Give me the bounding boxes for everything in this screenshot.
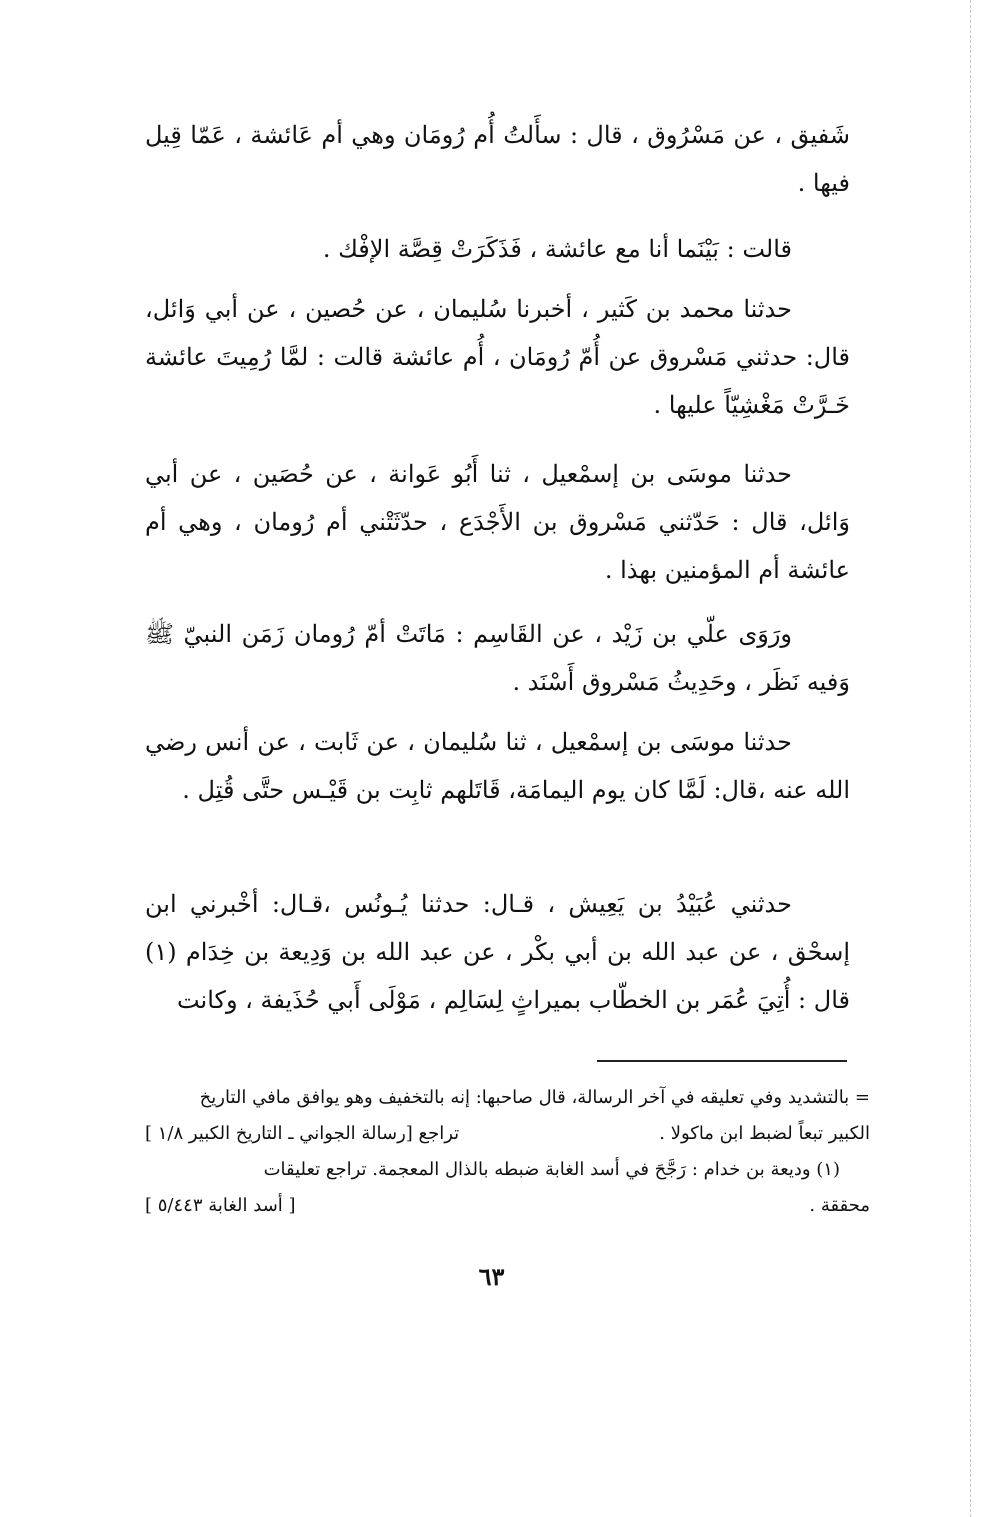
paragraph-2 <box>145 225 850 273</box>
footnote-line-4 <box>145 1188 870 1224</box>
paragraph-3 <box>145 285 850 429</box>
footnote-text: محققة . <box>809 1195 870 1216</box>
paragraph-4 <box>145 450 850 594</box>
footnote-line-1: = بالتشديد وفي تعليقه في آخر الرسالة، قال صاحبها: إنه بالتخفيف وهو يوافق مافي التاريخ <box>199 1087 870 1108</box>
paragraph-text: حدثني عُبَيْدُ بن يَعِيش ، قـال: حدثنا يُـونُس ،قـال: أخْبرني ابن إسحْق ، عن عبد الله بن أبي بكْر ، عن عبد الله بن وَدِيعة بن خِدَام (١) قال : أُتِيَ عُمَر بن الخطّاب بميراثٍ لِسَالِم ، مَوْلَى أَبي حُذَيفة ، وكانت <box>145 890 850 1014</box>
footnote-reference: تراجع [رسالة الجواني ـ التاريخ الكبير ١/٨ ] <box>145 1123 460 1144</box>
footnote-line-2 <box>145 1116 870 1152</box>
paragraph-text: شَفيق ، عن مَسْرُوق ، قال : سأَلتُ أُم رُومَان وهي أم عَائشة ، عَمّا قِيل فيها . <box>145 121 850 197</box>
paragraph-text: ورَوَى علّي بن زَيْد ، عن القَاسِم : مَاتَتْ أمّ رُومان زَمَن النبيّ ﷺ وَفيه نَظَر ، وحَدِيثُ مَسْروق أَسْنَد . <box>145 620 850 696</box>
paragraph-7 <box>145 880 850 1024</box>
paragraph-text: حدثنا موسَى بن إسمْعيل ، ثنا أَبُو عَوانة ، عن حُصَين ، عن أبي وَائل، قال : حَدّثني مَسْروق بن الأَجْدَع ، حدّثَتْني أم رُومان ، وهي أم عائشة أم المؤمنين بهذا . <box>145 460 850 584</box>
footnote-text: الكبير تبعاً لضبط ابن ماكولا . <box>659 1123 870 1144</box>
paragraph-text: حدثنا موسَى بن إسمْعيل ، ثنا سُليمان ، عن ثَابت ، عن أنس رضي الله عنه ،قال: لَمَّا كان يوم اليمامَة، قَاتَلهم ثابِت بن قَيْـس حتَّى قُتِل . <box>145 728 850 804</box>
paragraph-5 <box>145 610 850 706</box>
footnote-separator <box>597 1060 847 1062</box>
footnote-reference: [ أسد الغابة ٥/٤٤٣ ] <box>145 1195 296 1216</box>
paragraph-6 <box>145 718 850 814</box>
paragraph-text: حدثنا محمد بن كَثير ، أخبرنا سُليمان ، عن حُصين ، عن أبي وَائل، قال: حدثني مَسْروق عن أُمّ رُومَان ، أُم عائشة قالت : لمَّا رُمِيتَ عائشة خَـرَّتْ مَغْشِيّاً عليها . <box>145 295 850 419</box>
footnotes <box>145 1080 870 1224</box>
paragraph-text: قالت : بَيْنَما أنا مع عائشة ، فَذَكَرَتْ قِصَّة الإفْك . <box>322 235 792 263</box>
footnote-line-3: (١) وديعة بن خدام : رَجَّحَ في أسد الغابة ضبطه بالذال المعجمة. تراجع تعليقات <box>263 1159 840 1180</box>
page-number: ٦٣ <box>478 1262 505 1291</box>
paragraph-1 <box>145 111 850 207</box>
